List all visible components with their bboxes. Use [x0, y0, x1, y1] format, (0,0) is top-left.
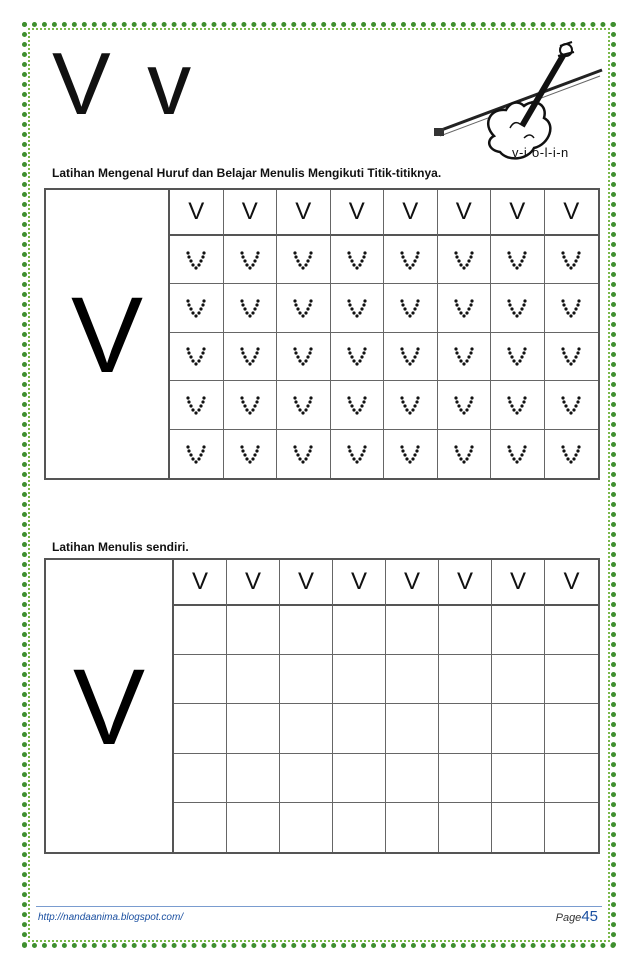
dotted-v-guide [346, 249, 368, 271]
writing-cell [227, 704, 280, 753]
dotted-v-guide [399, 345, 421, 367]
header-letter: V [438, 190, 492, 236]
dotted-v-guide [239, 297, 261, 319]
tracing-cell [491, 333, 545, 381]
tracing-cell [545, 381, 599, 429]
dotted-v-guide [239, 394, 261, 416]
writing-cell [227, 754, 280, 803]
writing-cell [174, 655, 227, 704]
dotted-v-guide [506, 394, 528, 416]
dotted-v-guide [292, 345, 314, 367]
dotted-v-guide [185, 249, 207, 271]
writing-cell [439, 803, 492, 852]
writing-cell [174, 704, 227, 753]
dotted-v-guide [346, 394, 368, 416]
writing-cell [545, 754, 598, 803]
tracing-cell [170, 236, 224, 284]
tracing-cell [438, 333, 492, 381]
header-letter: V [491, 190, 545, 236]
header-letter: V [545, 560, 598, 606]
tracing-grid [44, 188, 600, 480]
header-letter: V [224, 190, 278, 236]
tracing-cell [277, 381, 331, 429]
tracing-cell [170, 430, 224, 478]
writing-grid [44, 558, 600, 854]
footer-url-link[interactable]: http://nandaanima.blogspot.com/ [38, 912, 184, 923]
dotted-v-guide [239, 249, 261, 271]
tracing-cell [545, 430, 599, 478]
header-letter: V [384, 190, 438, 236]
writing-cell [439, 606, 492, 655]
writing-cell [492, 655, 545, 704]
tracing-cell [384, 236, 438, 284]
dotted-v-guide [506, 249, 528, 271]
writing-cell [333, 655, 386, 704]
tracing-grid-big-letter: V [46, 190, 170, 478]
tracing-cell [384, 430, 438, 478]
header-letter: V [227, 560, 280, 606]
header-letter: V [333, 560, 386, 606]
writing-cell [333, 606, 386, 655]
tracing-cell [491, 430, 545, 478]
writing-cell [386, 655, 439, 704]
tracing-cell [224, 430, 278, 478]
dotted-v-guide [399, 443, 421, 465]
dotted-v-guide [346, 345, 368, 367]
writing-cell [227, 606, 280, 655]
dotted-v-guide [399, 297, 421, 319]
header-letter: V [492, 560, 545, 606]
tracing-cell [277, 236, 331, 284]
dotted-v-guide [453, 394, 475, 416]
tracing-cell [384, 284, 438, 332]
tracing-cell [438, 284, 492, 332]
tracing-cell [224, 381, 278, 429]
tracing-cell [438, 236, 492, 284]
dotted-v-guide [346, 443, 368, 465]
dotted-v-guide [453, 297, 475, 319]
writing-cell [333, 803, 386, 852]
dotted-v-guide [453, 249, 475, 271]
writing-cell [492, 606, 545, 655]
tracing-cell [331, 381, 385, 429]
writing-cell [386, 754, 439, 803]
writing-cell [545, 704, 598, 753]
tracing-cell [331, 430, 385, 478]
writing-cell [280, 803, 333, 852]
dotted-v-guide [560, 394, 582, 416]
dotted-v-guide [506, 443, 528, 465]
dotted-v-guide [292, 394, 314, 416]
tracing-cell [384, 333, 438, 381]
header-letter: V [386, 560, 439, 606]
writing-cell [492, 754, 545, 803]
writing-cell [280, 704, 333, 753]
header-letter: V [439, 560, 492, 606]
header-letter: V [545, 190, 599, 236]
tracing-cell [491, 236, 545, 284]
dotted-v-guide [560, 443, 582, 465]
dotted-v-guide [560, 249, 582, 271]
writing-cell [280, 606, 333, 655]
writing-cell [333, 704, 386, 753]
page-number: 45 [581, 908, 598, 925]
tracing-cell [170, 333, 224, 381]
tracing-cell [438, 430, 492, 478]
picture-label: v-i-o-l-i-n [512, 145, 569, 160]
tracing-cell [384, 381, 438, 429]
page-indicator [556, 908, 598, 925]
writing-cell [333, 754, 386, 803]
section1-heading: Latihan Mengenal Huruf dan Belajar Menulis Mengikuti Titik-titiknya. [52, 166, 442, 180]
tracing-cell [224, 236, 278, 284]
tracing-cell [331, 333, 385, 381]
writing-cell [280, 754, 333, 803]
writing-cell [439, 704, 492, 753]
tracing-cell [170, 381, 224, 429]
writing-cell [492, 704, 545, 753]
dotted-v-guide [346, 297, 368, 319]
writing-cell [174, 803, 227, 852]
dotted-v-guide [185, 345, 207, 367]
writing-cell [439, 655, 492, 704]
title-letters: V v [52, 34, 198, 133]
writing-cell [386, 606, 439, 655]
writing-cell [386, 704, 439, 753]
header-letter: V [174, 560, 227, 606]
dotted-v-guide [292, 443, 314, 465]
header-letter: V [331, 190, 385, 236]
tracing-cell [331, 236, 385, 284]
writing-cell [227, 803, 280, 852]
writing-cell [386, 803, 439, 852]
writing-cell [174, 606, 227, 655]
dotted-v-guide [453, 345, 475, 367]
dotted-v-guide [292, 249, 314, 271]
tracing-cell [277, 430, 331, 478]
tracing-cell [545, 284, 599, 332]
dotted-v-guide [560, 297, 582, 319]
tracing-cell [438, 381, 492, 429]
section2-heading: Latihan Menulis sendiri. [52, 540, 189, 554]
tracing-cell [170, 284, 224, 332]
writing-cell [280, 655, 333, 704]
dotted-v-guide [506, 345, 528, 367]
writing-cell [174, 754, 227, 803]
writing-cell [545, 655, 598, 704]
tracing-cell [224, 333, 278, 381]
tracing-grid-cells [170, 190, 598, 478]
dotted-v-guide [292, 297, 314, 319]
tracing-cell [545, 236, 599, 284]
dotted-v-guide [399, 394, 421, 416]
page-label: Page [555, 912, 582, 924]
tracing-cell [331, 284, 385, 332]
dotted-v-guide [239, 443, 261, 465]
tracing-cell [224, 284, 278, 332]
header-letter: V [277, 190, 331, 236]
writing-cell [492, 803, 545, 852]
dotted-v-guide [399, 249, 421, 271]
dotted-v-guide [239, 345, 261, 367]
header-letter: V [170, 190, 224, 236]
writing-cell [545, 606, 598, 655]
dotted-v-guide [185, 394, 207, 416]
tracing-cell [491, 284, 545, 332]
writing-cell [545, 803, 598, 852]
dotted-v-guide [185, 297, 207, 319]
writing-grid-big-letter: V [46, 560, 174, 852]
writing-cell [439, 754, 492, 803]
dotted-v-guide [506, 297, 528, 319]
tracing-cell [491, 381, 545, 429]
dotted-v-guide [560, 345, 582, 367]
writing-grid-cells [174, 560, 598, 852]
dotted-v-guide [453, 443, 475, 465]
tracing-cell [277, 333, 331, 381]
tracing-cell [277, 284, 331, 332]
header-letter: V [280, 560, 333, 606]
writing-cell [227, 655, 280, 704]
footer-divider [36, 906, 602, 907]
tracing-cell [545, 333, 599, 381]
dotted-v-guide [185, 443, 207, 465]
